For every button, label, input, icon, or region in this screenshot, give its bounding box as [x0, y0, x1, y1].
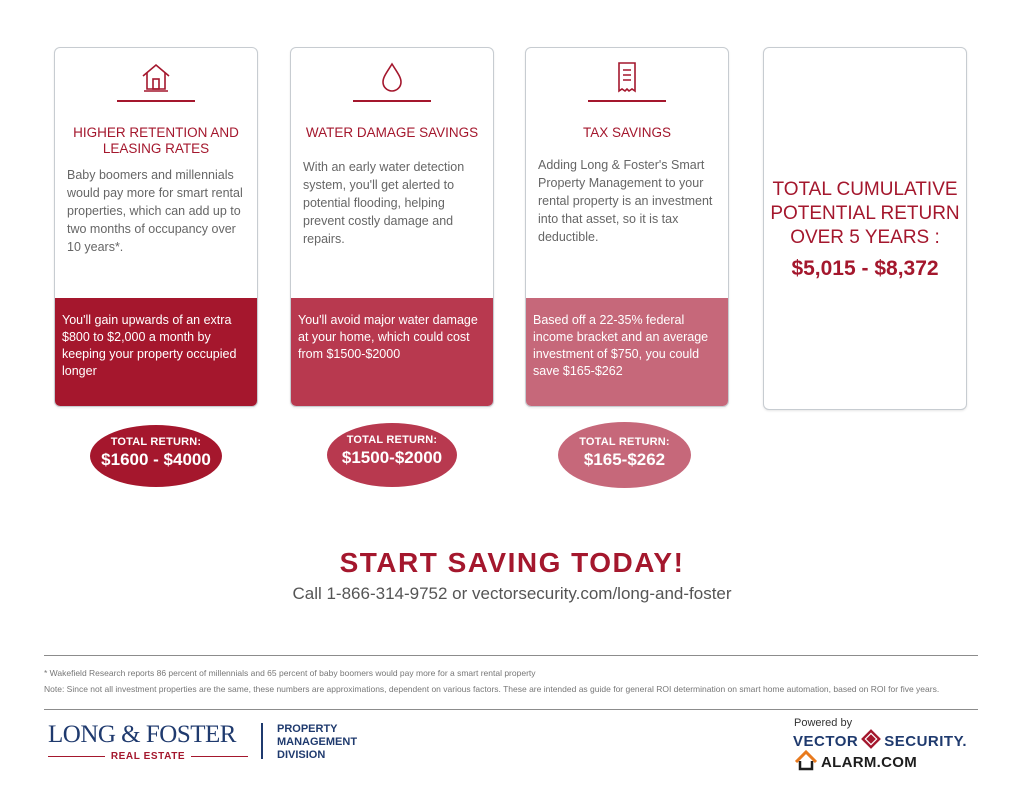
vector-security-logo: VECTOR SECURITY. — [793, 728, 967, 754]
total-return-label: TOTAL RETURN: — [110, 436, 202, 448]
card-band: Based off a 22-35% federal income bracket and an average investment of $750, you could save $165-$262 — [526, 298, 728, 406]
total-return-value: $1600 - $4000 — [101, 450, 211, 469]
cta-headline: START SAVING TODAY! — [339, 547, 685, 578]
divider — [44, 709, 978, 710]
total-return-value: $165-$262 — [583, 450, 666, 469]
cta-call-line: Call 1-866-314-9752 or vectorsecurity.com/long-and-foster — [292, 584, 732, 603]
card-title: WATER DAMAGE SAVINGS — [305, 125, 479, 140]
total-return-oval-1 — [90, 425, 222, 487]
total-cumulative-card — [763, 47, 967, 410]
card-title: HIGHER RETENTION AND LEASING RATES — [73, 125, 239, 156]
house-icon — [55, 60, 257, 94]
logo-divider — [261, 723, 263, 759]
powered-by-label: Powered by — [794, 717, 853, 729]
real-estate-tagline: REAL ESTATE — [48, 751, 248, 762]
card-body: With an early water detection system, you'll get alerted to potential flooding, helping prevent costly damage and repairs. — [303, 160, 465, 246]
card-title: TAX SAVINGS — [582, 125, 672, 140]
divider — [44, 655, 978, 656]
title-rule — [117, 100, 195, 102]
card-body: Baby boomers and millennials would pay more for smart rental properties, which can add up to two months of occupancy over 10 years*. — [67, 168, 243, 254]
tax-savings-card — [525, 47, 729, 407]
receipt-icon — [526, 60, 728, 94]
card-band: You'll avoid major water damage at your home, which could cost from $1500-$2000 — [291, 298, 493, 406]
total-return-label: TOTAL RETURN: — [579, 436, 670, 448]
total-return-oval-3 — [558, 422, 691, 488]
title-rule — [353, 100, 431, 102]
total-value: $5,015 - $8,372 — [791, 257, 939, 280]
long-foster-logo: LONG & FOSTER — [48, 721, 236, 748]
total-return-oval-2 — [327, 423, 457, 487]
alarm-house-icon — [794, 749, 818, 775]
footnote-research: * Wakefield Research reports 86 percent of millennials and 65 percent of baby boomers would pay more for a smart rental property — [44, 668, 536, 678]
water-damage-card — [290, 47, 494, 407]
total-return-value: $1500-$2000 — [341, 448, 443, 467]
card-band: You'll gain upwards of an extra $800 to $2,000 a month by keeping your property occupied longer — [55, 298, 257, 406]
card-body: Adding Long & Foster's Smart Property Management to your rental property is an investment into that asset, so it is tax deductible. — [538, 158, 713, 244]
title-rule — [588, 100, 666, 102]
total-return-label: TOTAL RETURN: — [346, 434, 438, 446]
alarm-com-logo: ALARM.COM — [794, 749, 917, 775]
footnote-note: Note: Since not all investment properties are the same, these numbers are approximations, dependent on various factors. These are intended as guide for general ROI determination on smart home automation, based on ROI for five years. — [44, 684, 940, 694]
total-title: TOTAL CUMULATIVE POTENTIAL RETURN OVER 5 YEARS : — [770, 179, 960, 248]
property-management-division: PROPERTY MANAGEMENT DIVISION — [277, 723, 358, 761]
retention-card — [54, 47, 258, 407]
water-drop-icon — [291, 60, 493, 94]
